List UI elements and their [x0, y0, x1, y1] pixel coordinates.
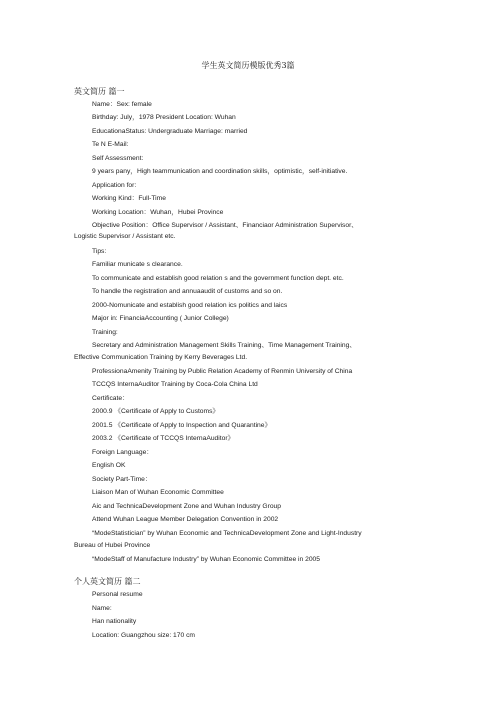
- text-line: Birthday: July，1978 President Location: Wuhan: [92, 114, 236, 121]
- text-line-continuation: Bureau of Hubei Province: [74, 542, 151, 549]
- text-line: Liaison Man of Wuhan Economic Committee: [92, 489, 224, 496]
- text-line: Han nationality: [92, 618, 137, 625]
- text-line: TCCQS InternaAuditor Training by Coca-Cola China Ltd: [92, 381, 258, 388]
- text-line: Name：Sex: female: [92, 101, 152, 108]
- text-line: English OK: [92, 462, 126, 469]
- text-line: Self Assessment:: [92, 155, 144, 162]
- document-title: 学生英文简历模版优秀3篇: [201, 61, 295, 70]
- text-line: Secretary and Administration Management Skills Training、Time Management Training、: [92, 342, 357, 349]
- text-line: Foreign Language：: [92, 449, 153, 456]
- text-line: ProfessionaAmenity Training by Public Relation Academy of Renmin University of China: [92, 368, 353, 375]
- text-line: Training:: [92, 329, 118, 336]
- text-line: Objective Position：Office Supervisor / Assistant、Financiaor Administration Supervisor、: [92, 222, 358, 229]
- text-line: 2003.2 《Certificate of TCCQS InternaAuditor》: [92, 435, 235, 442]
- text-line: Personal resume: [92, 591, 143, 598]
- text-line: Major in: FinanciaAccounting ( Junior College): [92, 315, 229, 322]
- text-line: 2000-Nomunicate and establish good relation ics politics and laics: [92, 302, 288, 309]
- text-line: Society Part-Time：: [92, 476, 152, 483]
- text-line: 2001.5 《Certificate of Apply to Inspection and Quarantine》: [92, 422, 272, 429]
- text-line-continuation: Effective Communication Training by Kerry Beverages Ltd.: [74, 354, 248, 361]
- text-line: Working Location：Wuhan，Hubei Province: [92, 209, 224, 216]
- section-heading-2: 个人英文简历 篇二: [74, 577, 141, 586]
- text-line: EducationaStatus: Undergraduate Marriage: married: [92, 128, 248, 135]
- text-line: Name:: [92, 605, 112, 612]
- text-line-continuation: Logistic Supervisor / Assistant etc.: [74, 233, 176, 240]
- text-line: To handle the registration and annuaaudit of customs and so on.: [92, 288, 283, 295]
- text-line: Familiar municate s clearance.: [92, 261, 183, 268]
- text-line: “ModeStatistician” by Wuhan Economic and TechnicaDevelopment Zone and Light-Industry: [92, 530, 362, 537]
- text-line: Aic and TechnicaDevelopment Zone and Wuhan Industry Group: [92, 503, 281, 510]
- text-line: 9 years pany，High teammunication and coordination skills，optimistic，self-initiative.: [92, 168, 348, 175]
- text-line: Tips:: [92, 248, 107, 255]
- text-line: Te N E-Mail:: [92, 141, 129, 148]
- text-line: 2000.9 《Certificate of Apply to Customs》: [92, 408, 220, 415]
- text-line: Attend Wuhan League Member Delegation Convention in 2002: [92, 516, 279, 523]
- text-line: “ModeStaff of Manufacture Industry” by Wuhan Economic Committee in 2005: [92, 556, 320, 563]
- text-line: To communicate and establish good relation s and the government function dept. etc.: [92, 275, 344, 282]
- text-line: Certificate：: [92, 395, 129, 402]
- text-line: Location: Guangzhou size: 170 cm: [92, 632, 195, 639]
- text-line: Application for:: [92, 182, 137, 189]
- section-heading-1: 英文简历 篇一: [74, 87, 125, 96]
- text-line: Working Kind：Full-Time: [92, 195, 166, 202]
